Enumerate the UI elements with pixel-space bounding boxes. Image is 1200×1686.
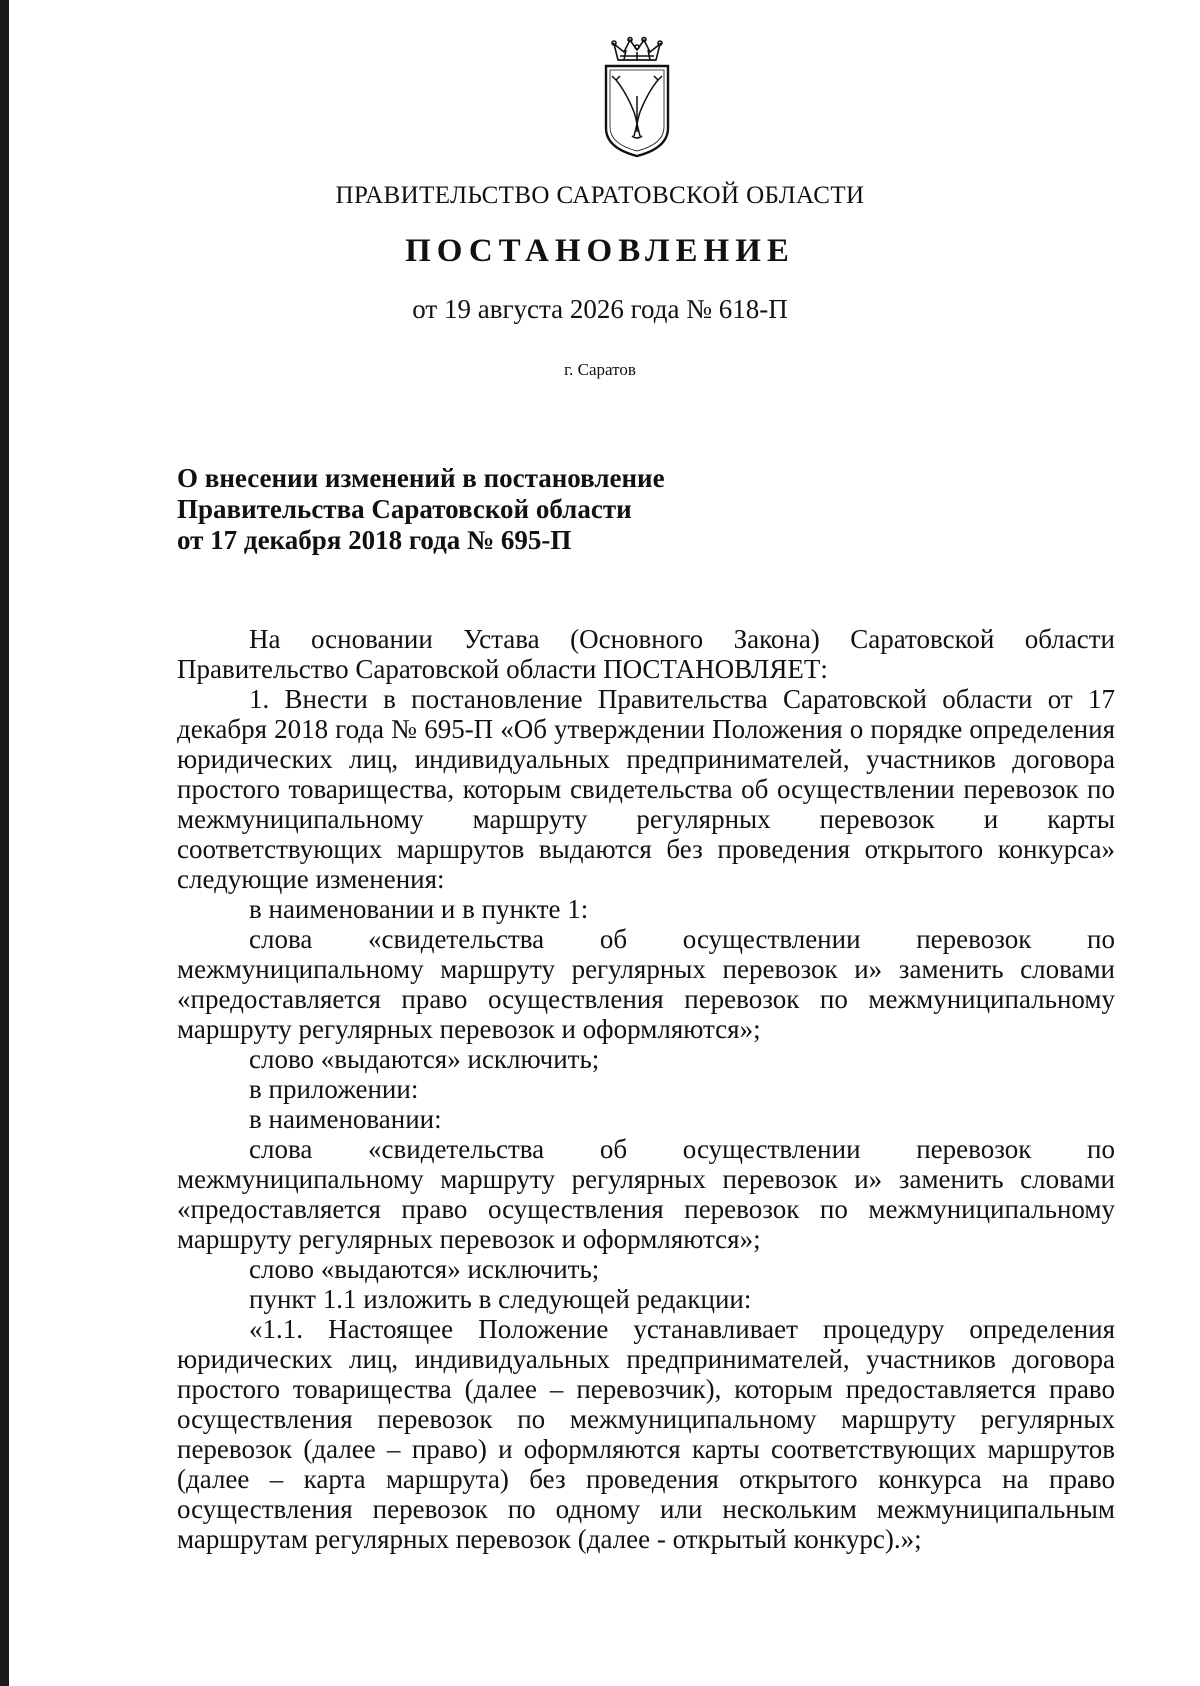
body-paragraph: слова «свидетельства об осуществлении перевозок по межмуниципальному маршруту регулярных перевозок и» заменить словами «предоставляется право осуществления перевозок по межмуниципальному маршруту регулярных перевозок и оформляются»; [177, 1134, 1115, 1254]
body-paragraph: пункт 1.1 изложить в следующей редакции: [249, 1284, 752, 1314]
document-subject [177, 463, 877, 556]
coat-of-arms-icon [596, 36, 678, 160]
body-paragraph: слова «свидетельства об осуществлении перевозок по межмуниципальному маршруту регулярных перевозок и» заменить словами «предоставляется право осуществления перевозок по межмуниципальному маршруту регулярных перевозок и оформляются»; [177, 924, 1115, 1044]
body-paragraph: в приложении: [249, 1074, 419, 1104]
body-paragraph: в наименовании: [249, 1104, 442, 1134]
document-date-number: от 19 августа 2026 года № 618-П [412, 294, 788, 324]
body-paragraph: 1. Внести в постановление Правительства Саратовской области от 17 декабря 2018 года № 695-П «Об утверждении Положения о порядке определения юридических лиц, индивидуальных предпринимателей, участников договора простого товарищества, которым свидетельства об осуществлении перевозок по межмуниципальному маршруту регулярных перевозок и карты соответствующих маршрутов выдаются без проведения открытого конкурса» следующие изменения: [177, 684, 1115, 894]
document-city: г. Саратов [564, 360, 636, 379]
organization-name: ПРАВИТЕЛЬСТВО САРАТОВСКОЙ ОБЛАСТИ [335, 182, 865, 209]
subject-line: от 17 декабря 2018 года № 695-П [177, 525, 572, 555]
body-paragraph: На основании Устава (Основного Закона) Саратовской области Правительство Саратовской области ПОСТАНОВЛЯЕТ: [177, 624, 1115, 684]
document-body [177, 624, 1115, 1554]
document-type: ПОСТАНОВЛЕНИЕ [405, 233, 795, 269]
subject-line: О внесении изменений в постановление [177, 463, 665, 493]
body-paragraph: в наименовании и в пункте 1: [249, 894, 589, 924]
body-paragraph: слово «выдаются» исключить; [249, 1044, 600, 1074]
subject-line: Правительства Саратовской области [177, 494, 632, 524]
body-paragraph: слово «выдаются» исключить; [249, 1254, 600, 1284]
body-paragraph: «1.1. Настоящее Положение устанавливает процедуру определения юридических лиц, индивидуальных предпринимателей, участников договора простого товарищества (далее – перевозчик), которым предоставляется право осуществления перевозок по межмуниципальному маршруту регулярных перевозок (далее – право) и оформляются карты соответствующих маршрутов (далее – карта маршрута) без проведения открытого конкурса на право осуществления перевозок по одному или нескольким межмуниципальным маршрутам регулярных перевозок (далее - открытый конкурс).»; [177, 1314, 1115, 1554]
